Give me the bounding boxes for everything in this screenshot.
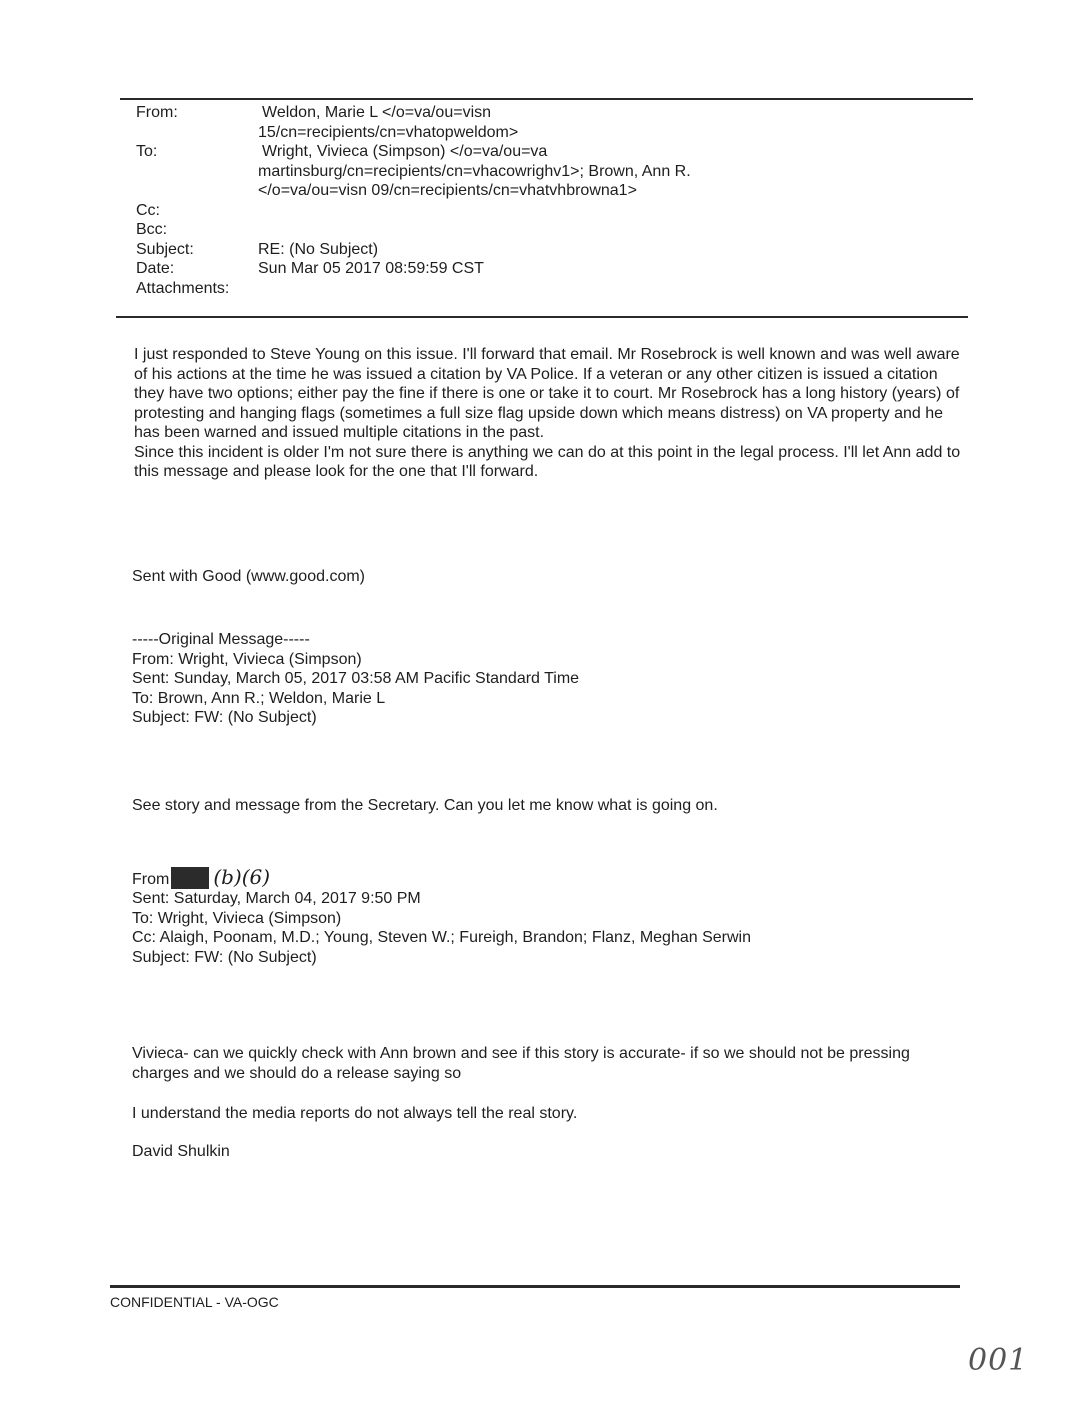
header-bottom-rule (116, 316, 968, 318)
original-signature: David Shulkin (132, 1143, 230, 1160)
header-value: Sun Mar 05 2017 08:59:59 CST (258, 260, 484, 277)
original-from-label: From (132, 871, 170, 888)
header-value: martinsburg/cn=recipients/cn=vhacowrighv1>; Brown, Ann R. (258, 162, 691, 180)
header-value: RE: (No Subject) (258, 240, 379, 258)
header-label: Subject: (136, 240, 194, 258)
original-to: To: Wright, Vivieca (Simpson) (132, 909, 342, 927)
original-message-2 (132, 867, 751, 967)
original-body-1: See story and message from the Secretary. Can you let me know what is going on. (132, 797, 718, 814)
original-subject: Subject: FW: (No Subject) (132, 709, 317, 726)
header-top-rule (120, 98, 973, 100)
original-body-2: Vivieca- can we quickly check with Ann brown and see if this story is accurate- if so we should not be pressing charges and we should do a release saying so (132, 1045, 910, 1082)
header-label: From: (136, 104, 178, 121)
footer-rule (110, 1285, 960, 1288)
original-cc: Cc: Alaigh, Poonam, M.D.; Young, Steven W.; Fureigh, Brandon; Flanz, Meghan Serwin (132, 929, 751, 946)
header-from (136, 103, 966, 142)
original-from: From: Wright, Vivieca (Simpson) (132, 650, 362, 668)
header-value: 15/cn=recipients/cn=vhatopweldom> (258, 123, 519, 141)
header-to (136, 142, 966, 201)
header-date (136, 259, 966, 279)
header-value: Weldon, Marie L </o=va/ou=visn (262, 104, 492, 121)
original-message-1 (132, 630, 579, 728)
header-label: Cc: (136, 201, 160, 219)
header-value: Wright, Vivieca (Simpson) </o=va/ou=va (262, 143, 548, 160)
header-attachments (136, 279, 966, 299)
original-sent: Sent: Saturday, March 04, 2017 9:50 PM (132, 890, 421, 907)
page-number: 001 (968, 1343, 1029, 1378)
message-body (134, 345, 964, 482)
header-label: Attachments: (136, 279, 230, 297)
header-value: </o=va/ou=visn 09/cn=recipients/cn=vhatvhbrowna1> (258, 182, 637, 199)
confidential-label: CONFIDENTIAL - VA-OGC (110, 1294, 279, 1310)
header-cc (136, 201, 966, 221)
original-sent: Sent: Sunday, March 05, 2017 03:58 AM Pacific Standard Time (132, 670, 580, 687)
header-label: Date: (136, 260, 175, 277)
message-paragraph: I just responded to Steve Young on this issue. I'll forward that email. Mr Rosebrock is well known and was well aware of his actions at the time he was issued a citation by VA Police. If a veteran or any other citizen is issued a citation they have two options; either pay the fine if there is one or take it to court. Mr Rosebrock has a long history (years) of protesting and hanging flags (sometimes a full size flag upside down which means distress) on VA property and he has been warned and issued multiple citations in the past. (134, 346, 960, 441)
header-subject (136, 240, 966, 260)
original-to: To: Brown, Ann R.; Weldon, Marie L (132, 689, 386, 707)
redaction-box (171, 867, 209, 889)
sent-with-signature: Sent with Good (www.good.com) (132, 568, 365, 585)
original-body-3: I understand the media reports do not always tell the real story. (132, 1105, 578, 1122)
header-label: Bcc: (136, 221, 168, 238)
message-paragraph: Since this incident is older I'm not sure there is anything we can do at this point in the legal process. I'll let Ann add to this message and please look for the one that I'll forward. (134, 443, 961, 480)
original-subject: Subject: FW: (No Subject) (132, 948, 317, 966)
redaction-note: (b)(6) (213, 865, 271, 889)
email-header (136, 103, 966, 298)
original-separator: -----Original Message----- (132, 631, 310, 648)
header-label: To: (136, 143, 158, 160)
original-from-line (132, 867, 751, 889)
header-bcc (136, 220, 966, 240)
